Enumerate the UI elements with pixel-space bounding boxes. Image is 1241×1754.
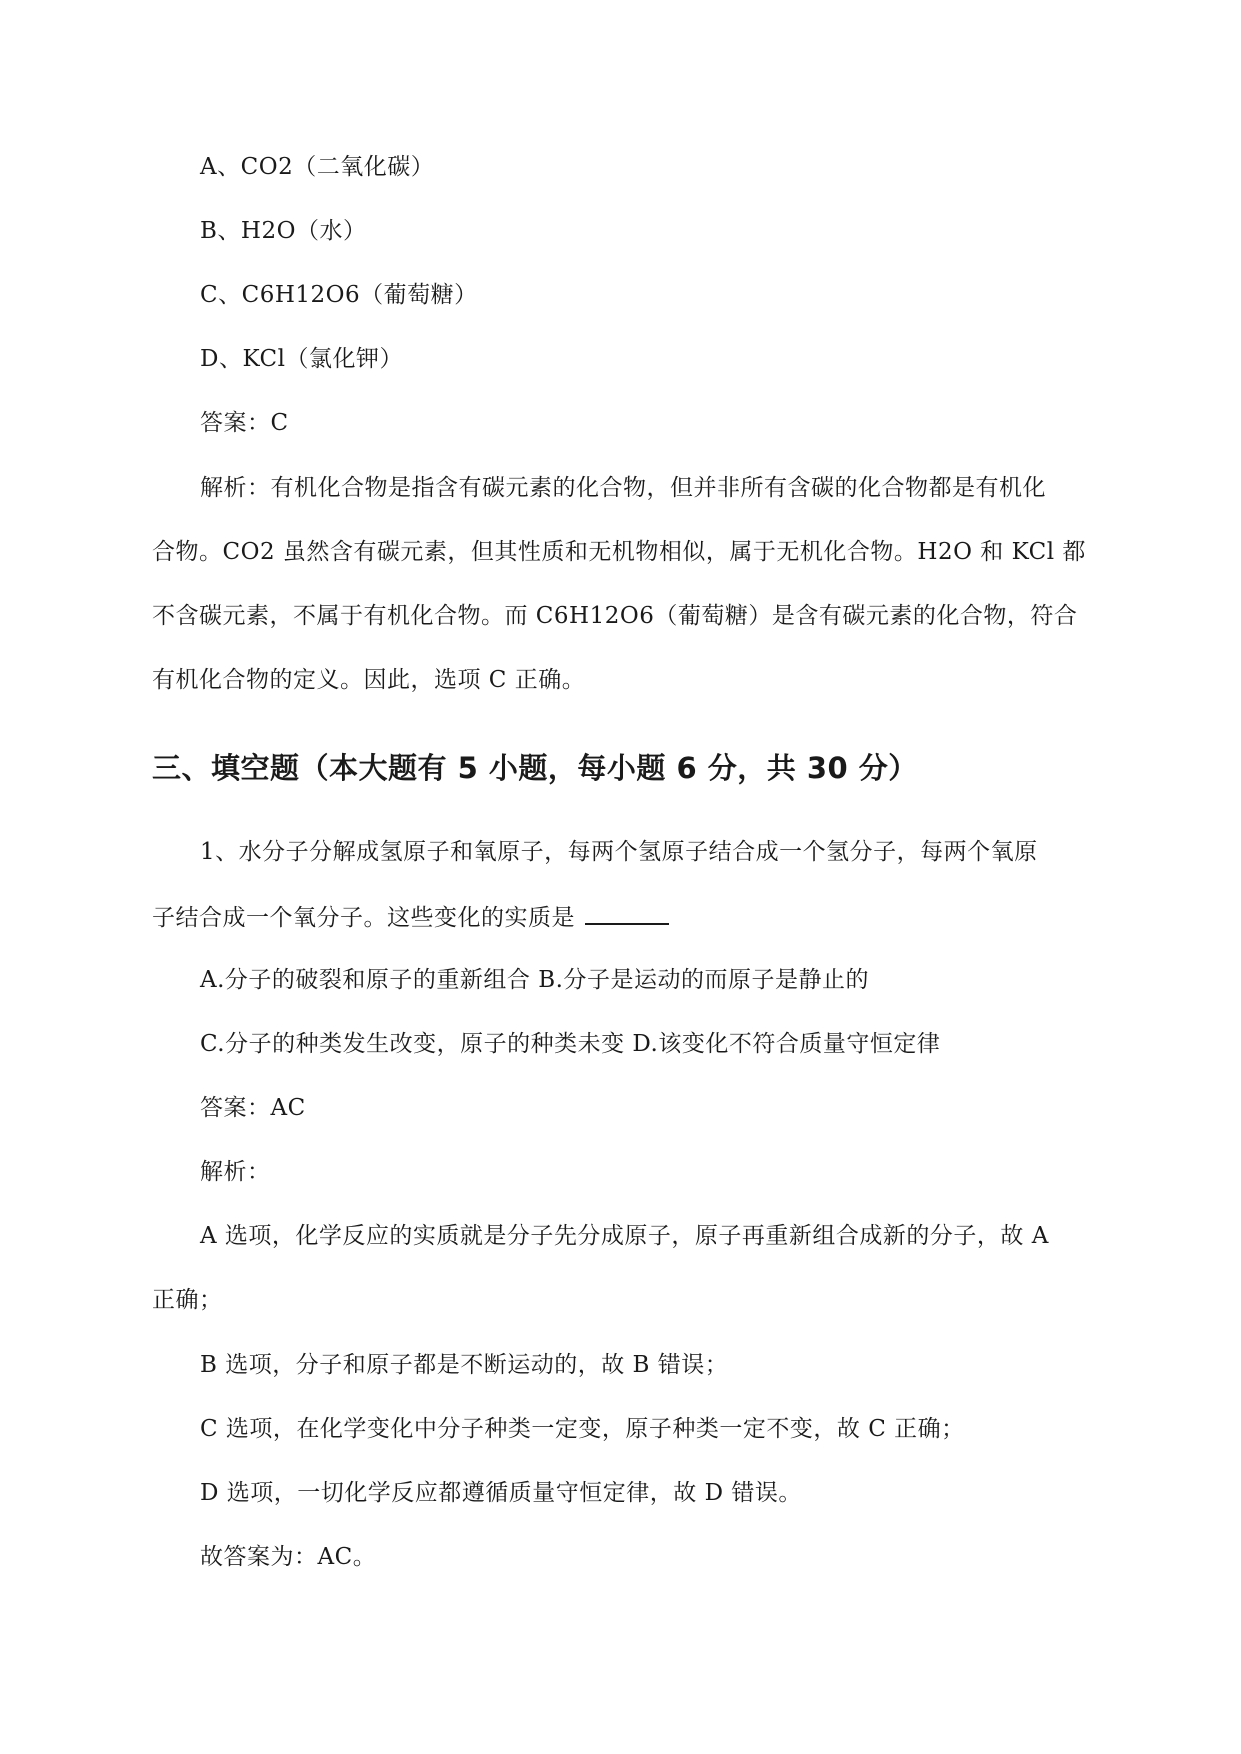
option-c: C、C6H12O6（葡萄糖） bbox=[200, 282, 478, 308]
question-stem-text: 子结合成一个氧分子。这些变化的实质是 bbox=[152, 905, 575, 931]
option-d: D、KCl（氯化钾） bbox=[200, 346, 403, 372]
analysis-option-b: B 选项，分子和原子都是不断运动的，故 B 错误； bbox=[200, 1352, 729, 1378]
section-heading: 三、填空题（本大题有 5 小题，每小题 6 分，共 30 分） bbox=[152, 751, 918, 785]
answer-line: 答案：C bbox=[200, 410, 289, 436]
answer-line: 答案：AC bbox=[200, 1095, 306, 1121]
analysis-option-c: C 选项，在化学变化中分子种类一定变，原子种类一定不变，故 C 正确； bbox=[200, 1416, 965, 1442]
final-answer: 故答案为：AC。 bbox=[200, 1544, 377, 1570]
question-options-line: C.分子的种类发生改变，原子的种类未变 D.该变化不符合质量守恒定律 bbox=[200, 1031, 941, 1057]
question-stem-continued bbox=[152, 901, 669, 933]
analysis-label: 解析： bbox=[200, 1159, 271, 1185]
option-b: B、H2O（水） bbox=[200, 218, 367, 244]
question-stem: 1、水分子分解成氢原子和氧原子，每两个氢原子结合成一个氢分子，每两个氧原 bbox=[200, 839, 1038, 865]
analysis-line: 解析：有机化合物是指含有碳元素的化合物，但并非所有含碳的化合物都是有机化 bbox=[200, 475, 1046, 501]
analysis-line: 有机化合物的定义。因此，选项 C 正确。 bbox=[152, 667, 586, 693]
analysis-option-a-continued: 正确； bbox=[152, 1287, 223, 1313]
analysis-option-a: A 选项，化学反应的实质就是分子先分成原子，原子再重新组合成新的分子，故 A bbox=[200, 1223, 1049, 1249]
analysis-line: 合物。CO2 虽然含有碳元素，但其性质和无机物相似，属于无机化合物。H2O 和 KCl 都 bbox=[152, 539, 1086, 565]
analysis-option-d: D 选项，一切化学反应都遵循质量守恒定律，故 D 错误。 bbox=[200, 1480, 802, 1506]
analysis-line: 不含碳元素，不属于有机化合物。而 C6H12O6（葡萄糖）是含有碳元素的化合物，符合 bbox=[152, 603, 1078, 629]
option-a: A、CO2（二氧化碳） bbox=[200, 154, 435, 180]
question-options-line: A.分子的破裂和原子的重新组合 B.分子是运动的而原子是静止的 bbox=[200, 967, 869, 993]
answer-blank bbox=[585, 901, 669, 925]
